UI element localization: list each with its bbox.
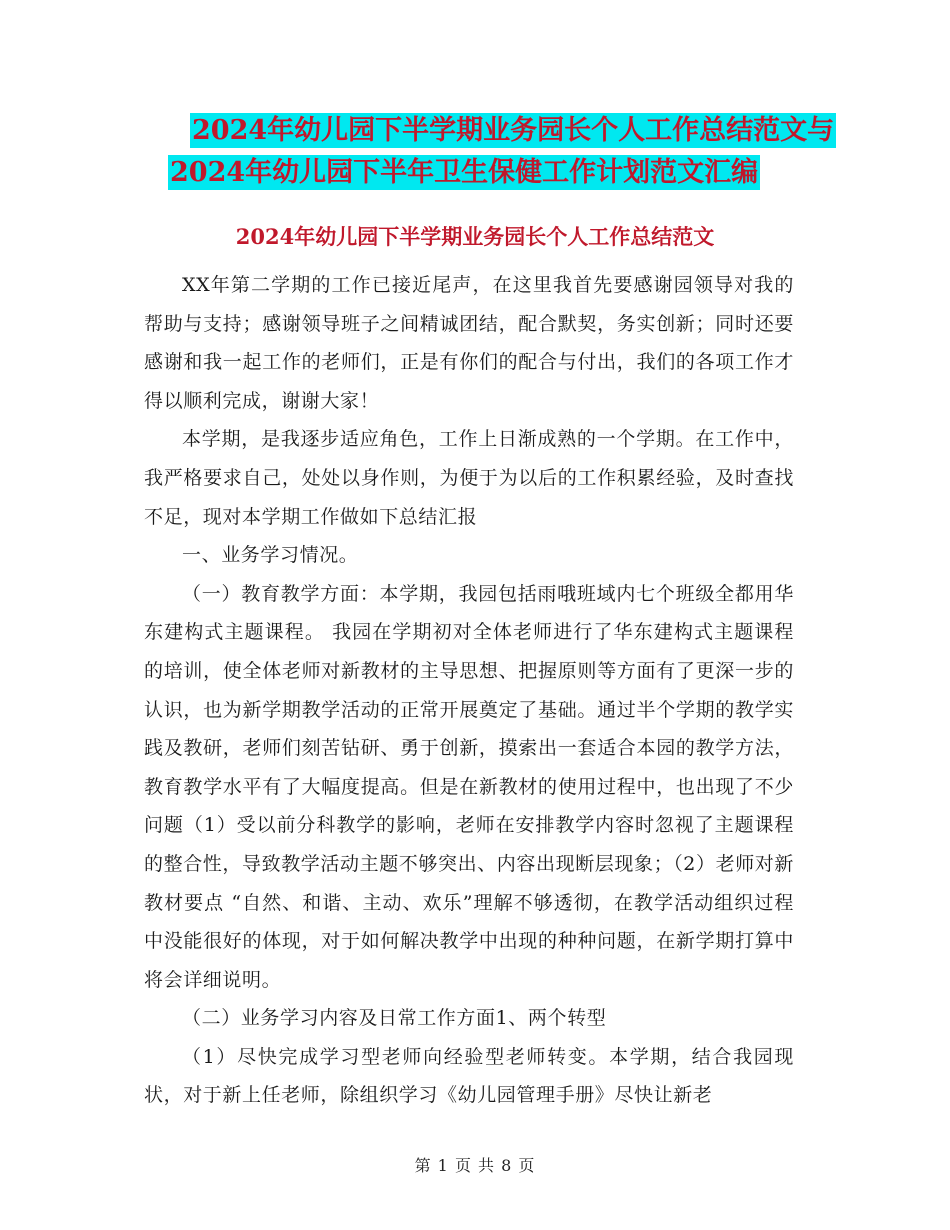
section-title: 2024年幼儿园下半学期业务园长个人工作总结范文 <box>235 224 715 249</box>
page-footer: 第 1 页 共 8 页 <box>414 1156 536 1175</box>
main-title-line-2-text: 2024年幼儿园下半年卫生保健工作计划范文汇编 <box>170 157 759 188</box>
heading-daily-work: （二）业务学习内容及日常工作方面1、两个转型 <box>182 1007 607 1030</box>
body-text <box>144 266 794 1115</box>
main-title-line-1 <box>0 110 950 152</box>
main-title-line-2 <box>0 152 950 194</box>
paragraph-intro: XX年第二学期的工作已接近尾声，在这里我首先要感谢园领导对我的帮助与支持；感谢领导班子之间精诚团结，配合默契，务实创新；同时还要感谢和我一起工作的老师们，正是有你们的配合与付出，我们的各项工作才得以顺利完成，谢谢大家！ <box>144 274 794 412</box>
paragraph-semester: 本学期，是我逐步适应角色，工作上日渐成熟的一个学期。在工作中，我严格要求自己，处处以身作则，为便于为以后的工作积累经验，及时查找不足，现对本学期工作做如下总结汇报 <box>144 428 794 528</box>
main-title-line-1-text: 2024年幼儿园下半学期业务园长个人工作总结范文与 <box>192 115 835 146</box>
paragraph-transition: （1）尽快完成学习型老师向经验型老师转变。本学期，结合我园现状，对于新上任老师，除组织学习《幼儿园管理手册》尽快让新老 <box>144 1045 794 1107</box>
heading-business-study: 一、业务学习情况。 <box>182 544 359 567</box>
paragraph-teaching: （一）教育教学方面：本学期，我园包括雨哦班域内七个班级全都用华东建构式主题课程。 我园在学期初对全体老师进行了华东建构式主题课程的培训，使全体老师对新教材的主导思想、把握原则等方面有了更深一步的认识，也为新学期教学活动的正常开展奠定了基础。通过半个学期的教学实践及教研，老师们刻苦钻研、勇于创新，摸索出一套适合本园的教学方法，教育教学水平有了大幅度提高。但是在新教材的使用过程中，也出现了不少问题（1）受以前分科教学的影响，老师在安排教学内容时忽视了主题课程的整合性，导致教学活动主题不够突出、内容出现断层现象；（2）老师对新教材要点 “自然、和谐、主动、欢乐”理解不够透彻，在教学活动组织过程中没能很好的体现，对于如何解决教学中出现的种种问题，在新学期打算中将会详细说明。 <box>144 582 794 991</box>
